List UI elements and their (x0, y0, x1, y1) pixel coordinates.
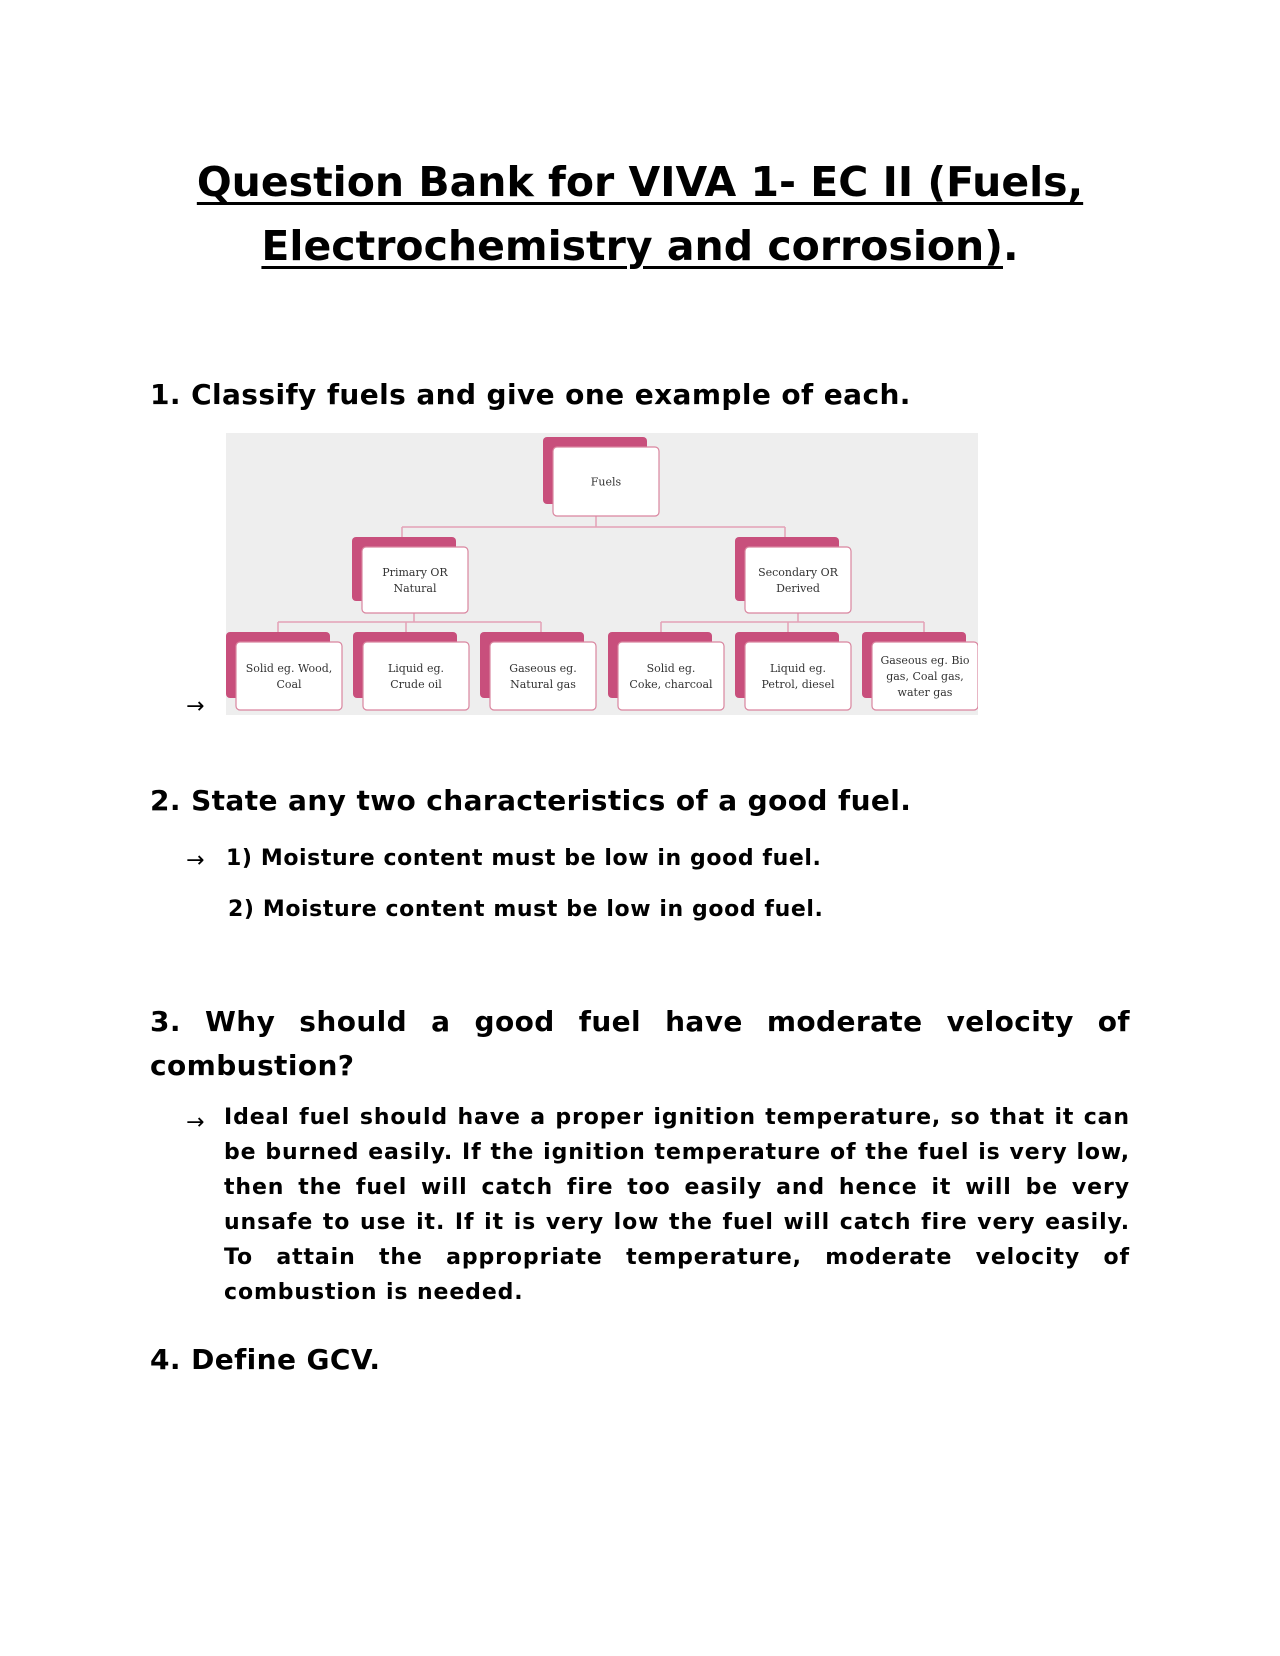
node-label: Coke, charcoal (629, 678, 713, 691)
node-label: Solid eg. Wood, (245, 662, 333, 675)
node-label: Coal (276, 678, 302, 691)
question-1: 1. Classify fuels and give one example of each. (150, 378, 911, 411)
node-label: Gaseous eg. (509, 662, 577, 675)
fuel-classification-tree (226, 433, 978, 715)
node-label: gas, Coal gas, (886, 670, 964, 683)
node-label: Gaseous eg. Bio (880, 654, 970, 667)
node-label: Crude oil (390, 678, 442, 691)
diagram-node-primary (352, 537, 468, 613)
node-label: water gas (897, 686, 953, 699)
title-line-1: Question Bank for VIVA 1- EC II (Fuels, (196, 158, 1084, 206)
title-line-2: Electrochemistry and corrosion) (261, 222, 1003, 270)
fuel-classification-diagram (226, 433, 978, 715)
arrow-icon: → (186, 848, 205, 873)
node-label: Natural (393, 582, 437, 595)
node-label: Liquid eg. (769, 662, 827, 675)
question-3: 3. Why should a good fuel have moderate velocity of combustion? (150, 1005, 1130, 1082)
diagram-node-secondary (735, 537, 851, 613)
node-label: Natural gas (510, 678, 576, 691)
diagram-node-liquid-derived (735, 632, 851, 710)
node-label: Secondary OR (758, 566, 838, 579)
node-label: Petrol, diesel (761, 678, 835, 691)
diagram-node-fuels (543, 437, 659, 516)
title-period: . (1003, 222, 1019, 270)
arrow-icon: → (186, 694, 205, 719)
question-2: 2. State any two characteristics of a good fuel. (150, 784, 912, 817)
node-label: Liquid eg. (387, 662, 445, 675)
node-label: Solid eg. (646, 662, 696, 675)
diagram-node-liquid-natural (353, 632, 469, 710)
diagram-node-gaseous-natural (480, 632, 596, 710)
node-label: Primary OR (382, 566, 448, 579)
diagram-node-gaseous-derived (862, 632, 978, 710)
answer-2-point-1: 1) Moisture content must be low in good fuel. (226, 846, 822, 871)
answer-3: Ideal fuel should have a proper ignition temperature, so that it can be burned easily. If the ignition temperature of the fuel is very low, then the fuel will catch fire too easily and hence it will be very unsafe to use it. If it is very low the fuel will catch fire very easily. To attain the appropriate temperature, moderate velocity of combustion is needed. (224, 1105, 1130, 1305)
node-label: Fuels (590, 475, 622, 489)
answer-2-point-2: 2) Moisture content must be low in good fuel. (228, 897, 824, 922)
question-4: 4. Define GCV. (150, 1343, 381, 1376)
document-title (150, 150, 1130, 278)
diagram-node-solid-natural (226, 632, 342, 710)
diagram-node-solid-derived (608, 632, 724, 710)
node-label: Derived (776, 582, 820, 595)
arrow-icon: → (186, 1110, 205, 1135)
